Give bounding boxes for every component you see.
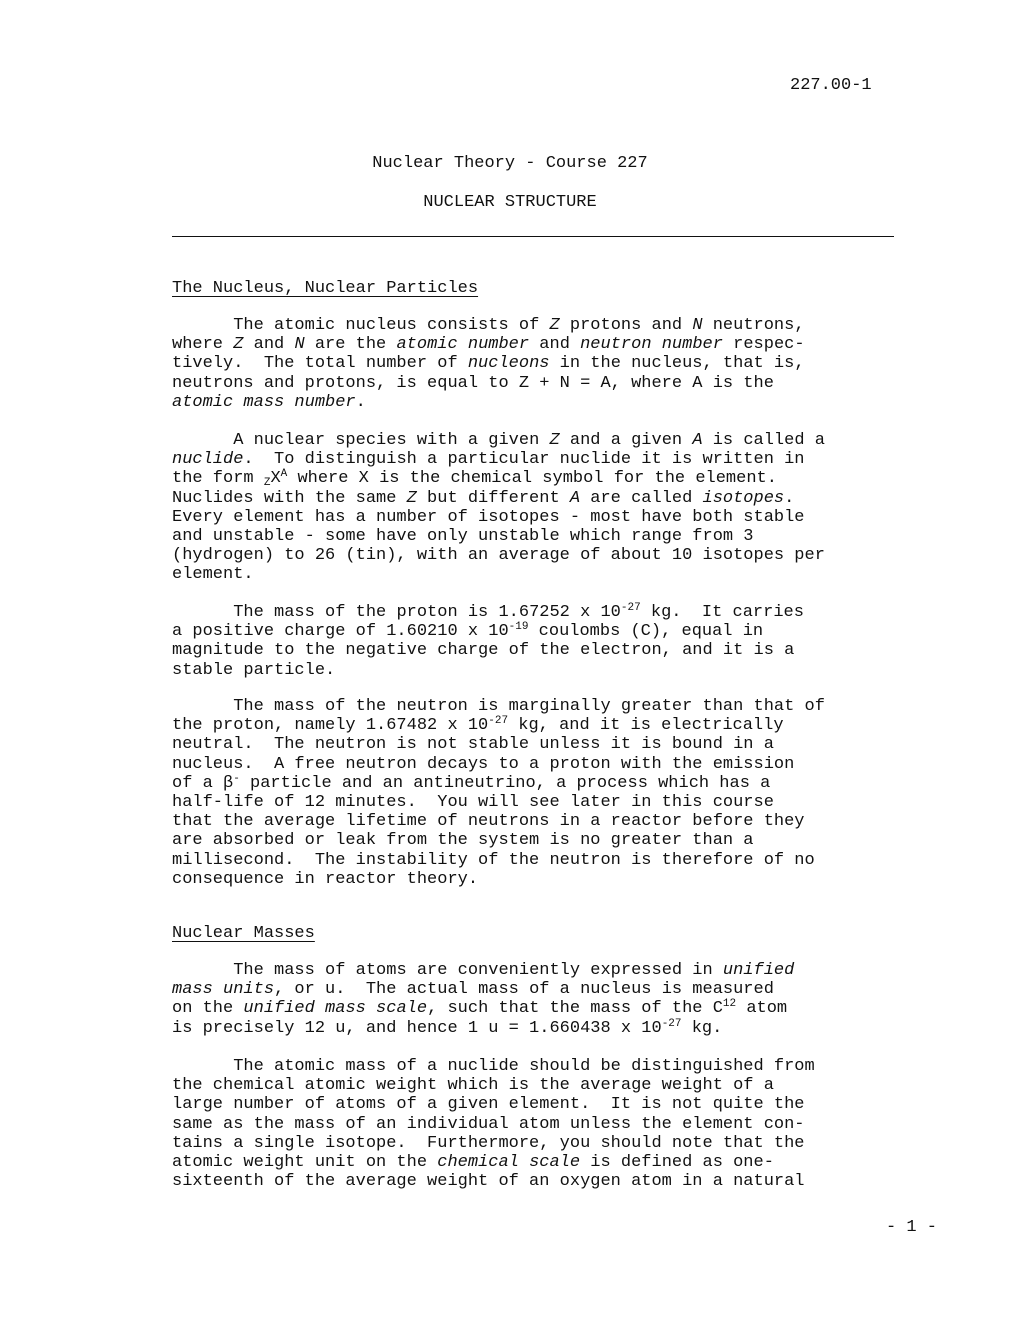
text-run: The atomic nucleus consists of: [233, 316, 550, 335]
text-run: .: [355, 392, 366, 412]
text-run: neutrons, where: [172, 316, 805, 355]
text-run: atom is precisely 12 u, and hence 1 u = 1.660438 x 10: [172, 999, 788, 1038]
paragraph-unified-mass: [172, 961, 912, 1038]
section-heading-nucleus: The Nucleus, Nuclear Particles: [172, 279, 479, 298]
term-neutron-number: neutron number: [580, 335, 723, 355]
paragraph-atomic-weight: [172, 1057, 912, 1191]
text-run: The mass of the proton is 1.67252 x 10: [233, 603, 621, 622]
text-run: The mass of atoms are conveniently expressed in: [233, 961, 723, 980]
text-run: The mass of the neutron is marginally greater than that of the proton, namely 1.67482 x 10: [172, 697, 825, 736]
superscript-12: 12: [722, 998, 737, 1011]
term-atomic-number: atomic number: [396, 335, 530, 355]
text-run: and: [529, 335, 581, 355]
term-nucleons: nucleons: [467, 354, 550, 374]
term-chemical-scale: chemical scale: [437, 1153, 581, 1173]
text-run: protons and: [559, 316, 693, 335]
term-nuclide: nuclide: [172, 450, 244, 470]
text-run: but different: [416, 488, 570, 508]
document-number: 227.00-1: [790, 76, 872, 95]
text-run: kg. It carries a positive charge of 1.60210 x 10: [172, 603, 804, 642]
text-run: , or u. The actual mass of a nucleus is measured on the: [172, 980, 774, 1019]
superscript-minus: -: [233, 772, 240, 785]
term-isotopes: isotopes: [702, 488, 785, 508]
symbol-z: Z: [233, 335, 244, 355]
symbol-a: A: [692, 431, 703, 450]
text-run: , such that the mass of the C: [427, 999, 723, 1019]
course-title: Nuclear Theory - Course 227: [372, 154, 648, 173]
symbol-x: X: [270, 469, 281, 489]
symbol-n: N: [294, 335, 305, 355]
text-run: particle and an antineutrino, a process which has a half-life of 12 minutes. You will see later in this course that the average lifetime of neutrons in a reactor before they are absorbed or leak from the system is no greater than a millisecond. The instability of the neutron is therefore of no consequence in reactor theory.: [172, 773, 815, 889]
symbol-z: Z: [406, 488, 417, 508]
subscript-z: Z: [263, 477, 271, 490]
text-run: A nuclear species with a given: [233, 431, 550, 450]
paragraph-nucleus-composition: [172, 316, 912, 412]
text-run: kg.: [681, 1018, 723, 1038]
text-run: respec- tively. The total number of: [172, 335, 805, 374]
text-run: is called a: [712, 431, 825, 450]
text-run: are called: [580, 488, 703, 508]
page-title: NUCLEAR STRUCTURE: [423, 193, 597, 212]
paragraph-nuclide: [172, 431, 912, 585]
superscript-a: A: [280, 468, 288, 481]
symbol-n: N: [692, 316, 703, 335]
exponent: -19: [508, 621, 529, 634]
text-run: coulombs (C), equal in magnitude to the negative charge of the electron, and it is a stable particle.: [172, 622, 795, 680]
text-run: The atomic mass of a nuclide should be distinguished from the chemical atomic weight which is the average weight of a large number of atoms of a given element. It is not quite the same as the mass of an individual atom unless the element con- tains a single isotope. Furthermore, you should note that the atomic weight unit on the: [172, 1057, 815, 1173]
section-heading-nuclear-masses: Nuclear Masses: [172, 924, 315, 943]
paragraph-neutron: [172, 697, 912, 889]
title-rule: [172, 236, 894, 237]
symbol-a: A: [569, 488, 581, 508]
term-atomic-mass-number: atomic mass number: [172, 392, 356, 412]
exponent: -27: [488, 715, 509, 728]
text-run: where X is the chemical symbol for the element. Nuclides with the same: [172, 469, 777, 508]
symbol-z: Z: [549, 316, 560, 335]
paragraph-proton: [172, 603, 912, 680]
text-run: and a given: [559, 431, 693, 450]
text-run: is defined as one- sixteenth of the average weight of an oxygen atom in a natural: [172, 1153, 805, 1192]
exponent: -27: [620, 602, 641, 614]
text-run: kg, and it is electrically neutral. The neutron is not stable unless it is bound in a nucleus. A free neutron decays to a proton with the emission of a β: [172, 716, 795, 793]
exponent: -27: [661, 1017, 682, 1030]
page-number: - 1 -: [886, 1218, 938, 1237]
term-unified-mass-units: unified mass units: [172, 961, 795, 1000]
text-run: in the nucleus, that is, neutrons and protons, is equal to Z + N = A, where A is the: [172, 354, 805, 393]
text-run: are the: [304, 335, 397, 355]
text-run: . Every element has a number of isotopes - most have both stable and unstable - some have only unstable which range from 3 (hydrogen) to 26 (tin), with an average of about 10 isotopes per element.: [172, 488, 825, 585]
term-unified-mass-scale: unified mass scale: [243, 999, 428, 1019]
symbol-z: Z: [549, 431, 560, 450]
text-run: . To distinguish a particular nuclide it is written in the form: [172, 450, 805, 489]
text-run: and: [243, 335, 295, 355]
